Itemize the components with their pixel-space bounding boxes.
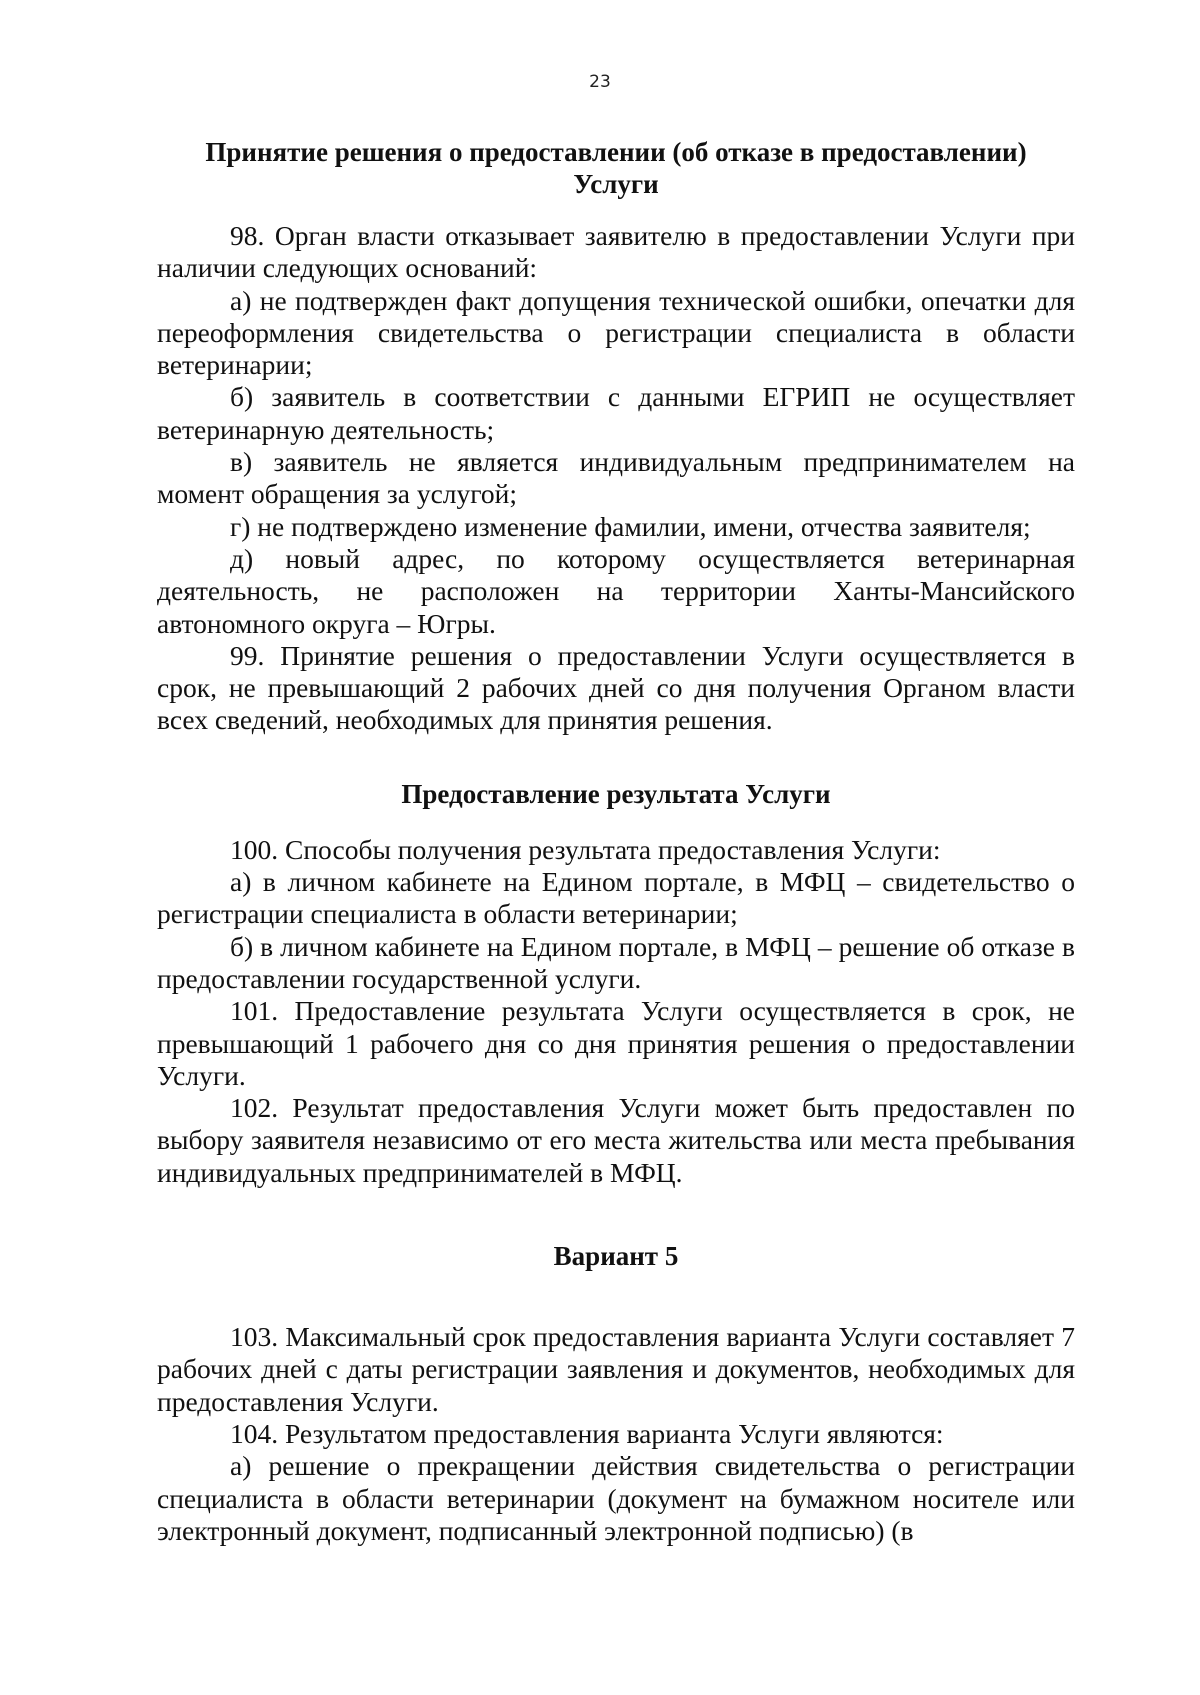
paragraph-101: 101. Предоставление результата Услуги осуществляется в срок, не превышающий 1 рабочего дня со дня принятия решения о предоставлении Услуги. bbox=[157, 995, 1075, 1091]
paragraph-98-d: г) не подтверждено изменение фамилии, имени, отчества заявителя; bbox=[230, 510, 1031, 542]
section-heading-variant-5: Вариант 5 bbox=[553, 1241, 679, 1272]
paragraph-98-b: б) заявитель в соответствии с данными ЕГРИП не осуществляет ветеринарную деятельность; bbox=[157, 381, 1075, 445]
paragraph-104-a: а) решение о прекращении действия свидетельства о регистрации специалиста в области ветеринарии (документ на бумажном носителе или электронный документ, подписанный электронной подписью) (в bbox=[157, 1450, 1075, 1546]
document-body bbox=[157, 136, 1075, 1547]
paragraph-104: 104. Результатом предоставления варианта Услуги являются: bbox=[230, 1417, 944, 1449]
heading-line-2: Услуги bbox=[573, 169, 659, 199]
section-heading-result: Предоставление результата Услуги bbox=[401, 778, 831, 809]
paragraph-98-c: в) заявитель не является индивидуальным предпринимателем на момент обращения за услугой; bbox=[157, 446, 1075, 510]
section-heading-decision bbox=[157, 136, 1075, 200]
paragraph-100-b: б) в личном кабинете на Едином портале, в МФЦ – решение об отказе в предоставлении государственной услуги. bbox=[157, 930, 1075, 994]
paragraph-100-a: а) в личном кабинете на Едином портале, в МФЦ – свидетельство о регистрации специалиста в области ветеринарии; bbox=[157, 866, 1075, 930]
heading-line-1: Принятие решения о предоставлении (об отказе в предоставлении) bbox=[205, 137, 1027, 167]
page-number: 23 bbox=[589, 72, 611, 92]
paragraph-99: 99. Принятие решения о предоставлении Услуги осуществляется в срок, не превышающий 2 рабочих дней со дня получения Органом власти всех сведений, необходимых для принятия решения. bbox=[157, 639, 1075, 736]
paragraph-98: 98. Орган власти отказывает заявителю в предоставлении Услуги при наличии следующих оснований: bbox=[157, 220, 1075, 284]
paragraph-102: 102. Результат предоставления Услуги может быть предоставлен по выбору заявителя независимо от его места жительства или места пребывания индивидуальных предпринимателей в МФЦ. bbox=[157, 1092, 1075, 1188]
paragraph-100: 100. Способы получения результата предоставления Услуги: bbox=[230, 833, 941, 865]
paragraph-98-e: д) новый адрес, по которому осуществляется ветеринарная деятельность, не расположен на территории Ханты-Мансийского автономного округа – Югры. bbox=[157, 542, 1075, 639]
paragraph-103: 103. Максимальный срок предоставления варианта Услуги составляет 7 рабочих дней с даты регистрации заявления и документов, необходимых для предоставления Услуги. bbox=[157, 1321, 1075, 1417]
paragraph-98-a: а) не подтвержден факт допущения технической ошибки, опечатки для переоформления свидетельства о регистрации специалиста в области ветеринарии; bbox=[157, 284, 1075, 381]
